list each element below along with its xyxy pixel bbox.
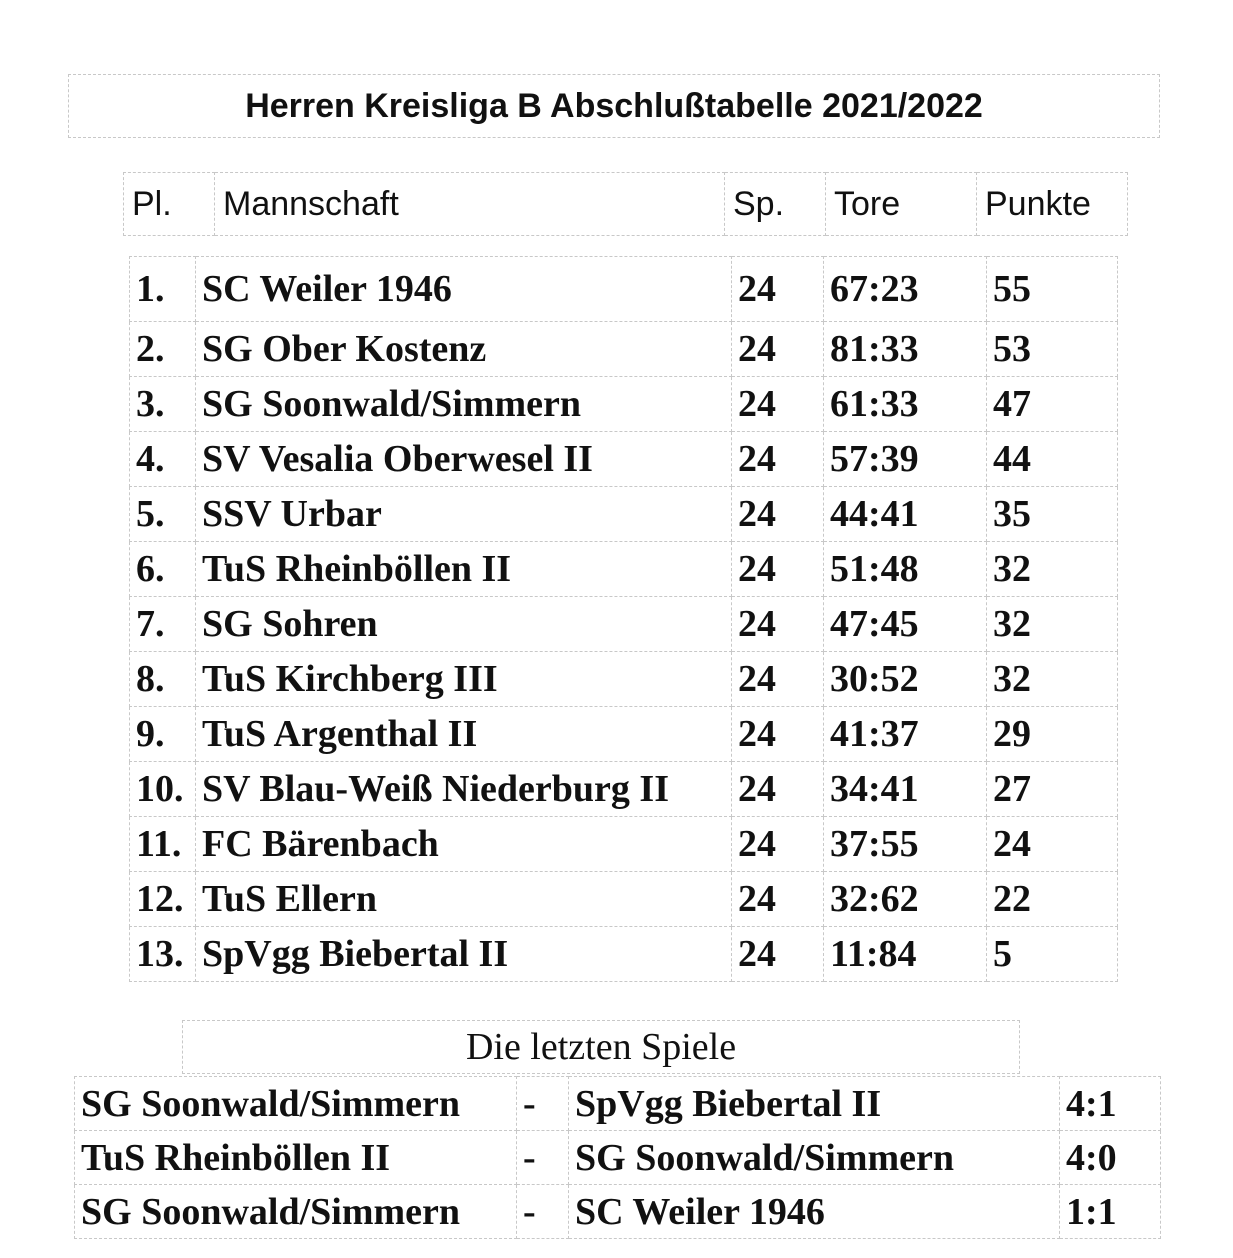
- played-cell: 24: [732, 542, 824, 597]
- place-cell: 4.: [130, 432, 196, 487]
- goals-cell: 51:48: [824, 542, 987, 597]
- points-cell: 53: [987, 322, 1118, 377]
- played-cell: 24: [732, 652, 824, 707]
- recent-games-table: [74, 1076, 1161, 1239]
- points-cell: 22: [987, 872, 1118, 927]
- points-cell: 29: [987, 707, 1118, 762]
- team-cell: FC Bärenbach: [196, 817, 732, 872]
- game-row: [75, 1131, 1161, 1185]
- header-team: Mannschaft: [215, 173, 725, 236]
- points-cell: 32: [987, 652, 1118, 707]
- team-cell: TuS Argenthal II: [196, 707, 732, 762]
- header-row: [124, 173, 1128, 236]
- place-cell: 6.: [130, 542, 196, 597]
- standings-body: [130, 257, 1118, 982]
- goals-cell: 81:33: [824, 322, 987, 377]
- goals-cell: 57:39: [824, 432, 987, 487]
- standings-row: [130, 707, 1118, 762]
- standings-table: [129, 256, 1118, 982]
- result-cell: 1:1: [1060, 1185, 1161, 1239]
- standings-row: [130, 542, 1118, 597]
- standings-row: [130, 257, 1118, 322]
- played-cell: 24: [732, 762, 824, 817]
- played-cell: 24: [732, 432, 824, 487]
- place-cell: 13.: [130, 927, 196, 982]
- goals-cell: 37:55: [824, 817, 987, 872]
- header-played: Sp.: [725, 173, 826, 236]
- goals-cell: 67:23: [824, 257, 987, 322]
- played-cell: 24: [732, 872, 824, 927]
- place-cell: 12.: [130, 872, 196, 927]
- team-cell: SpVgg Biebertal II: [196, 927, 732, 982]
- standings-row: [130, 377, 1118, 432]
- points-cell: 32: [987, 542, 1118, 597]
- team-cell: SG Soonwald/Simmern: [196, 377, 732, 432]
- standings-row: [130, 927, 1118, 982]
- place-cell: 11.: [130, 817, 196, 872]
- away-team-cell: SC Weiler 1946: [569, 1185, 1060, 1239]
- played-cell: 24: [732, 377, 824, 432]
- played-cell: 24: [732, 707, 824, 762]
- played-cell: 24: [732, 817, 824, 872]
- played-cell: 24: [732, 927, 824, 982]
- played-cell: 24: [732, 487, 824, 542]
- place-cell: 7.: [130, 597, 196, 652]
- team-cell: TuS Rheinböllen II: [196, 542, 732, 597]
- team-cell: SG Sohren: [196, 597, 732, 652]
- standings-row: [130, 322, 1118, 377]
- team-cell: TuS Kirchberg III: [196, 652, 732, 707]
- standings-row: [130, 597, 1118, 652]
- place-cell: 10.: [130, 762, 196, 817]
- result-cell: 4:0: [1060, 1131, 1161, 1185]
- points-cell: 5: [987, 927, 1118, 982]
- goals-cell: 44:41: [824, 487, 987, 542]
- played-cell: 24: [732, 597, 824, 652]
- points-cell: 24: [987, 817, 1118, 872]
- team-cell: SV Blau-Weiß Niederburg II: [196, 762, 732, 817]
- away-team-cell: SpVgg Biebertal II: [569, 1077, 1060, 1131]
- goals-cell: 11:84: [824, 927, 987, 982]
- goals-cell: 61:33: [824, 377, 987, 432]
- played-cell: 24: [732, 322, 824, 377]
- header-points: Punkte: [977, 173, 1128, 236]
- home-team-cell: SG Soonwald/Simmern: [75, 1185, 517, 1239]
- header-goals: Tore: [826, 173, 977, 236]
- goals-cell: 47:45: [824, 597, 987, 652]
- place-cell: 9.: [130, 707, 196, 762]
- points-cell: 44: [987, 432, 1118, 487]
- game-row: [75, 1077, 1161, 1131]
- away-team-cell: SG Soonwald/Simmern: [569, 1131, 1060, 1185]
- standings-row: [130, 487, 1118, 542]
- team-cell: SSV Urbar: [196, 487, 732, 542]
- separator-cell: -: [517, 1131, 569, 1185]
- place-cell: 5.: [130, 487, 196, 542]
- team-cell: TuS Ellern: [196, 872, 732, 927]
- standings-row: [130, 817, 1118, 872]
- points-cell: 27: [987, 762, 1118, 817]
- place-cell: 8.: [130, 652, 196, 707]
- standings-row: [130, 652, 1118, 707]
- header-place: Pl.: [124, 173, 215, 236]
- points-cell: 32: [987, 597, 1118, 652]
- place-cell: 3.: [130, 377, 196, 432]
- recent-games-heading: Die letzten Spiele: [182, 1020, 1020, 1074]
- separator-cell: -: [517, 1077, 569, 1131]
- goals-cell: 30:52: [824, 652, 987, 707]
- points-cell: 35: [987, 487, 1118, 542]
- goals-cell: 41:37: [824, 707, 987, 762]
- place-cell: 1.: [130, 257, 196, 322]
- place-cell: 2.: [130, 322, 196, 377]
- team-cell: SV Vesalia Oberwesel II: [196, 432, 732, 487]
- game-row: [75, 1185, 1161, 1239]
- team-cell: SG Ober Kostenz: [196, 322, 732, 377]
- points-cell: 47: [987, 377, 1118, 432]
- separator-cell: -: [517, 1185, 569, 1239]
- points-cell: 55: [987, 257, 1118, 322]
- standings-header: [123, 172, 1128, 236]
- page-title: Herren Kreisliga B Abschlußtabelle 2021/2022: [68, 74, 1160, 138]
- home-team-cell: SG Soonwald/Simmern: [75, 1077, 517, 1131]
- home-team-cell: TuS Rheinböllen II: [75, 1131, 517, 1185]
- played-cell: 24: [732, 257, 824, 322]
- standings-row: [130, 872, 1118, 927]
- standings-row: [130, 432, 1118, 487]
- standings-row: [130, 762, 1118, 817]
- result-cell: 4:1: [1060, 1077, 1161, 1131]
- goals-cell: 32:62: [824, 872, 987, 927]
- goals-cell: 34:41: [824, 762, 987, 817]
- team-cell: SC Weiler 1946: [196, 257, 732, 322]
